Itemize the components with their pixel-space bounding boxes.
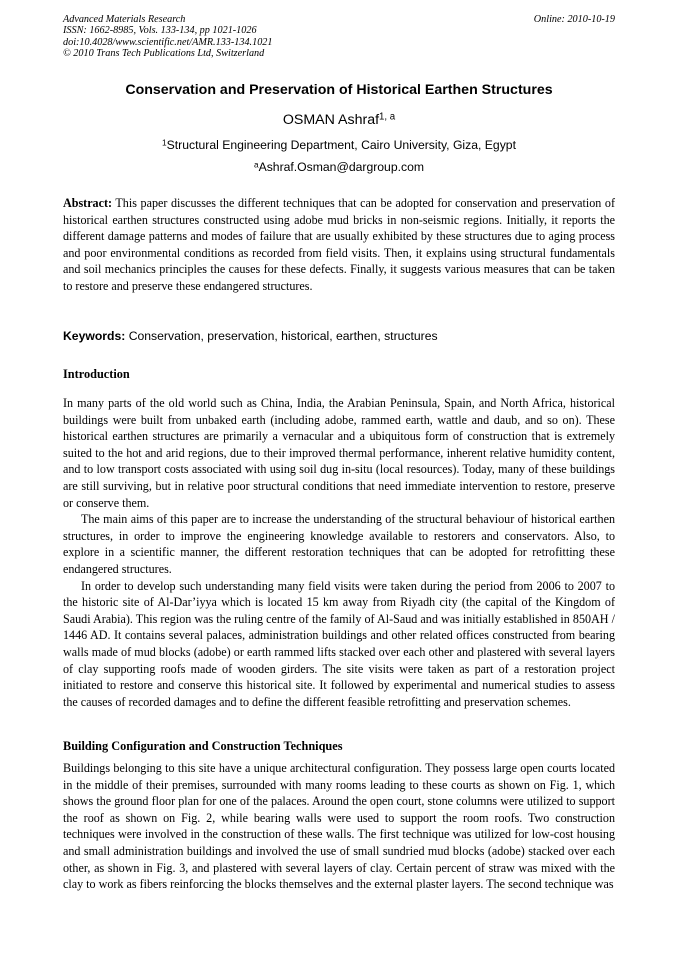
email-text: Ashraf.Osman@dargroup.com bbox=[258, 160, 425, 174]
author-line bbox=[63, 111, 615, 129]
issn-line: ISSN: 1662-8985, Vols. 133-134, pp 1021-1026 bbox=[63, 25, 257, 37]
abstract-label: Abstract: bbox=[63, 196, 113, 210]
building-body bbox=[63, 760, 615, 893]
keywords-text: Conservation, preservation, historical, earthen, structures bbox=[125, 329, 438, 343]
email-line bbox=[63, 159, 615, 175]
building-heading: Building Configuration and Construction Techniques bbox=[63, 739, 343, 753]
introduction-paragraph-3: In order to develop such understanding many field visits were taken during the period from 2006 to 2007 to the historic site of Al-Dar’iyya which is located 15 km away from Riyadh city (the capital of the Kingdom of Saudi Arabia). This region was the ruling centre of the family of Al-Saud and was initially established in 850AH / 1446 AD. It contains several palaces, administration buildings and other related offices constructed from bearing walls made of mud blocks (adobe) or earth rammed lifts stacked over each other and plastered with several layers of clay supporting roofs made of wooden girders. The site visits were taken as part of a restoration project initiated to restore and conserve this historical site. It followed by experimental and numerical studies to assess the causes of recorded damages and to define the different feasible retrofitting and preservation schemes. bbox=[63, 578, 615, 709]
paper-title: Conservation and Preservation of Historical Earthen Structures bbox=[125, 82, 553, 98]
journal-name: Advanced Materials Research bbox=[63, 14, 186, 25]
affiliation-sup: 1 bbox=[162, 137, 167, 148]
author-sup: 1, a bbox=[379, 111, 396, 123]
affiliation-line bbox=[63, 137, 615, 153]
keywords bbox=[63, 328, 615, 344]
online-date: Online: 2010-10-19 bbox=[533, 14, 615, 25]
email-sup: a bbox=[253, 159, 259, 170]
introduction-paragraph-2: The main aims of this paper are to increase the understanding of the structural behaviour of historical earthen structures, in order to improve the engineering knowledge available to restorers and conservators. Also, to explore in a scientific manner, the different restoration techniques that can be adopted for retrofitting these endangered structures. bbox=[63, 512, 615, 576]
copyright-line: © 2010 Trans Tech Publications Ltd, Switzerland bbox=[63, 48, 265, 60]
affiliation-text: Structural Engineering Department, Cairo University, Giza, Egypt bbox=[166, 138, 516, 152]
introduction-body bbox=[63, 395, 615, 710]
author-name: OSMAN Ashraf bbox=[282, 112, 380, 128]
journal-header bbox=[63, 14, 615, 60]
keywords-label: Keywords: bbox=[63, 329, 126, 343]
introduction-paragraph-1: In many parts of the old world such as China, India, the Arabian Peninsula, Spain, and North Africa, historical buildings were built from unbaked earth (including adobe, rammed earth, wattle and daub, and so on). These historical earthen structures are primarily a vernacular and a ubiquitous form of construction that is extremely suited to the hot and arid regions, due to their improved thermal performance, inherent relative humidity content, and to low transport costs associated with using soil dug in-situ (local resources). Today, many of these buildings are still surviving, but in relative poor structural conditions that need immediate intervention to restore, preserve or conserve them. bbox=[63, 396, 615, 510]
abstract bbox=[63, 195, 615, 295]
introduction-heading: Introduction bbox=[63, 367, 130, 381]
abstract-text: This paper discusses the different techniques that can be adopted for conservation and preservation of historical earthen structures constructed using adobe mud bricks in non-seismic regions. Initially, it reports the different damage patterns and modes of failure that are usually exhibited by these structures due to aging process and poor environmental conditions as recorded from field visits. Then, it explains using structural fundamentals and soil mechanics principles the causes for these defects. Finally, it suggests various measures that can be taken to restore and preserve these endangered structures. bbox=[63, 196, 615, 293]
building-paragraph-1: Buildings belonging to this site have a unique architectural configuration. They possess large open courts located in the middle of their premises, surrounded with many rooms leading to these courts as shown on Fig. 1, which shows the ground floor plan for one of the palaces. Around the open court, stone columns were utilized to support the roof as shown on Fig. 2, while bearing walls were used to support the room roofs. Two construction techniques were involved in the construction of these walls. The first technique was utilized for low-cost housing and small administration buildings and involved the use of small sundried mud blocks (adobe) stacked over each other, as shown in Fig. 3, and plastered with several layers of clay. Certain percent of straw was mixed with the clay to work as fibers reinforcing the blocks themselves and the external plaster layers. The second technique was bbox=[63, 761, 615, 892]
doi-line: doi:10.4028/www.scientific.net/AMR.133-134.1021 bbox=[63, 36, 273, 48]
